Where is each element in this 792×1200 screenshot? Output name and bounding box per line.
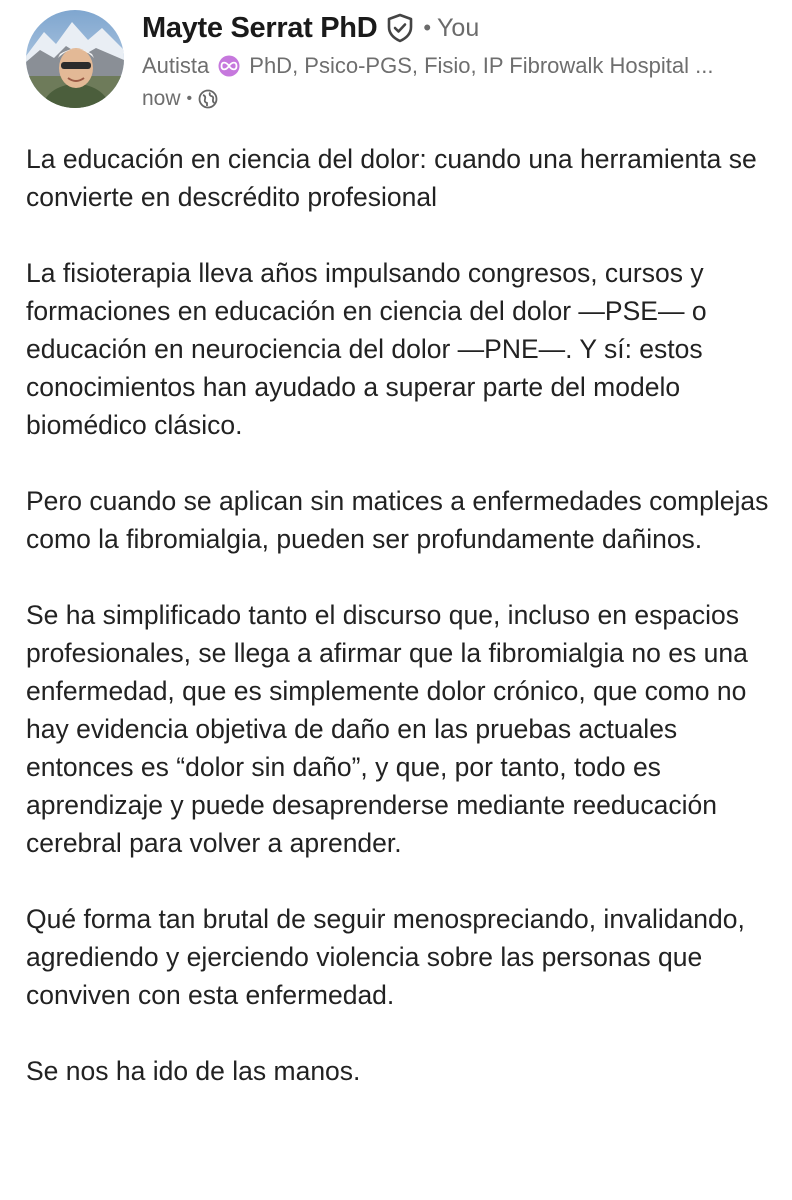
post-paragraph: Se nos ha ido de las manos. [26, 1056, 361, 1086]
verified-shield-icon[interactable] [385, 13, 415, 43]
post-paragraph: Qué forma tan brutal de seguir menospreciando, invalidando, agrediendo y ejerciendo violencia sobre las personas que conviven con esta enfermedad. [26, 904, 745, 1010]
separator-dot: • [186, 90, 193, 107]
post-paragraph: Se ha simplificado tanto el discurso que, incluso en espacios profesionales, se llega a afirmar que la fibromialgia no es una enfermedad, que es simplemente dolor crónico, que como no hay evidencia objetiva de daño en las pruebas actuales entonces es “dolor sin daño”, y que, por tanto, todo es aprendizaje y puede desaprenderse mediante reeducación cerebral para volver a aprender. [26, 600, 748, 858]
separator-dot: • [423, 15, 432, 40]
post-paragraph: La fisioterapia lleva años impulsando congresos, cursos y formaciones en educación en ciencia del dolor —PSE— o educación en neurociencia del dolor —PNE—. Y sí: estos conocimientos han ayudado a superar parte del modelo biomédico clásico. [26, 258, 707, 440]
post-meta [142, 84, 218, 114]
globe-icon[interactable] [198, 89, 218, 109]
post-timestamp: now [142, 87, 181, 110]
relation-label: You [437, 13, 480, 42]
author-name[interactable]: Mayte Serrat PhD [142, 11, 378, 44]
author-headline [142, 50, 772, 82]
avatar[interactable] [26, 10, 124, 108]
post-paragraph: Pero cuando se aplican sin matices a enfermedades complejas como la fibromialgia, pueden ser profundamente dañinos. [26, 486, 769, 554]
headline-text: PhD, Psico-PGS, Fisio, IP Fibrowalk Hospital ... [249, 53, 714, 78]
avatar-photo [26, 10, 124, 108]
infinity-icon [215, 55, 243, 77]
post-body [26, 140, 776, 1128]
headline-prefix: Autista [142, 53, 210, 78]
post-paragraph: La educación en ciencia del dolor: cuando una herramienta se convierte en descrédito profesional [26, 144, 757, 212]
author-name-row [142, 8, 479, 48]
post-header [0, 0, 792, 120]
